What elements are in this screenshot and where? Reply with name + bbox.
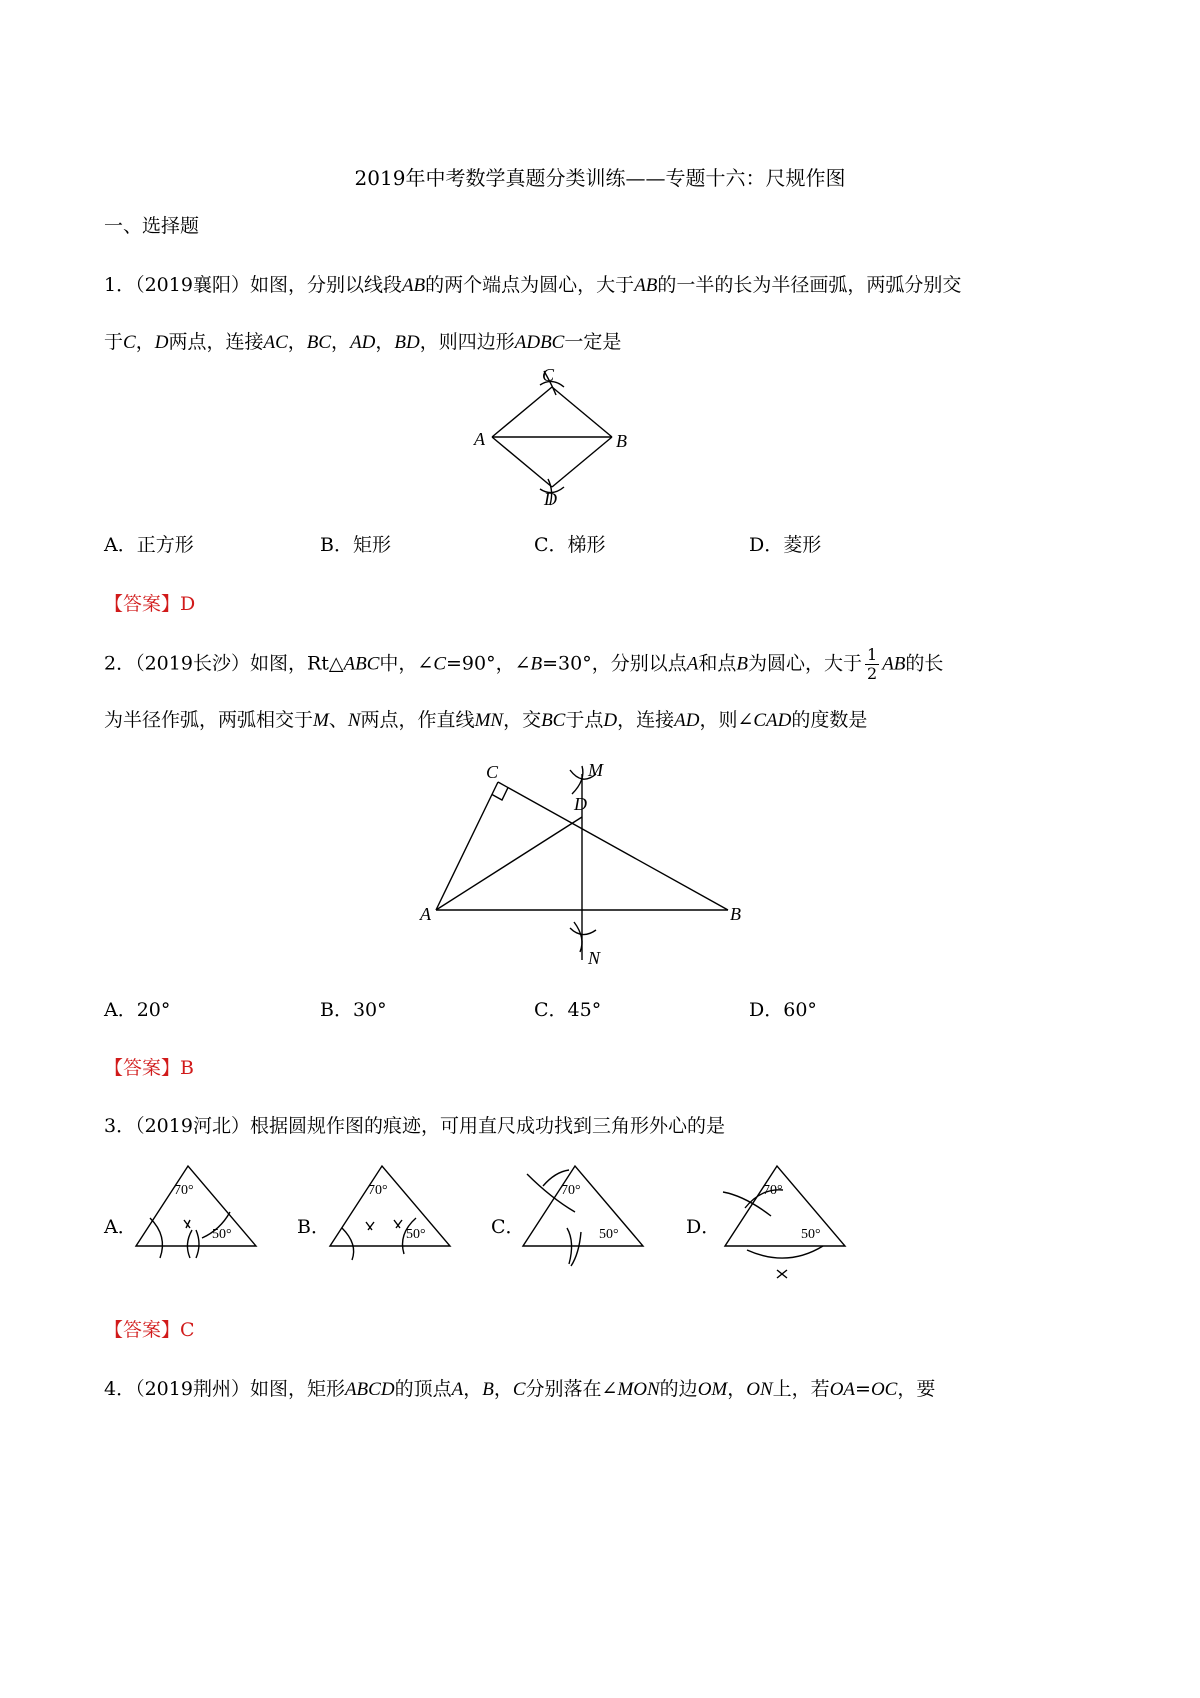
page-title: 2019年中考数学真题分类训练——专题十六：尺规作图 (354, 166, 846, 190)
q3-option-b-label[interactable]: B． (297, 1216, 330, 1238)
q3-c-angle-70: 70° (561, 1183, 581, 1198)
q1-rhombus-figure (470, 365, 650, 515)
q1-label-d: D (544, 489, 557, 509)
q1-answer: 【答案】D (104, 593, 196, 615)
q3-b-angle-50: 50° (406, 1227, 426, 1242)
q1-label-c: C (542, 365, 555, 385)
q3-c-angle-50: 50° (599, 1227, 619, 1242)
q3-option-b-figure[interactable] (322, 1158, 457, 1283)
q3-a-angle-50: 50° (212, 1227, 232, 1242)
q2-arc-n1 (570, 928, 596, 935)
q2-option-d[interactable]: D．60° (749, 999, 817, 1021)
q3-answer: 【答案】C (104, 1319, 195, 1341)
q1-line1: 1．（2019襄阳）如图，分别以线段AB的两个端点为圆心，大于AB的一半的长为半径画弧，两弧分别交 (104, 274, 962, 296)
q2-option-b[interactable]: B．30° (320, 999, 387, 1021)
q2-line2: 为半径作弧，两弧相交于M、N两点，作直线MN，交BC于点D，连接AD，则∠CAD的度数是 (104, 709, 868, 731)
q3-a-angle-70: 70° (174, 1183, 194, 1198)
q1-segment-ac (492, 387, 552, 437)
q4-line1: 4．（2019荆州）如图，矩形ABCD的顶点A，B，C分别落在∠MON的边OM，ON上，若OA=OC，要 (104, 1378, 936, 1400)
q2-label-c: C (486, 762, 499, 782)
q2-label-b: B (730, 904, 741, 924)
q2-answer: 【答案】B (104, 1057, 194, 1079)
q2-label-d: D (574, 794, 587, 814)
q2-segment-cb (498, 782, 728, 910)
section-heading: 一、选择题 (104, 215, 200, 237)
q1-segment-da (492, 437, 552, 487)
q2-label-n: N (588, 948, 601, 968)
q2-arc-n2 (574, 922, 582, 952)
q2-label-m: M (588, 760, 603, 780)
q1-option-c[interactable]: C．梯形 (534, 534, 606, 556)
q1-label-b: B (616, 431, 627, 451)
q1-segment-bd (552, 437, 612, 487)
q2-triangle-figure (410, 760, 790, 980)
q1-line2: 于C，D两点，连接AC，BC，AD，BD，则四边形ADBC一定是 (104, 331, 622, 353)
q1-option-a[interactable]: A．正方形 (104, 534, 194, 556)
q2-arc-m2 (572, 766, 583, 794)
q2-label-a: A (420, 904, 431, 924)
q3-option-c-figure[interactable] (515, 1158, 655, 1283)
q1-option-b[interactable]: B．矩形 (320, 534, 391, 556)
q3-option-c-label[interactable]: C． (491, 1216, 525, 1238)
q1-label-a: A (474, 429, 485, 449)
q3-b-angle-70: 70° (368, 1183, 388, 1198)
q2-line1: 2．（2019长沙）如图，Rt△ABC中，∠C=90°，∠B=30°，分别以点A和点B为圆心，大于 $\frac{1}{2}$ AB的长 (104, 645, 944, 683)
q2-option-c[interactable]: C．45° (534, 999, 602, 1021)
q1-option-d[interactable]: D．菱形 (749, 534, 822, 556)
q3-option-a-label[interactable]: A． (104, 1216, 137, 1238)
q1-segment-cb (552, 387, 612, 437)
q3-line1: 3．（2019河北）根据圆规作图的痕迹，可用直尺成功找到三角形外心的是 (104, 1115, 725, 1137)
q3-option-d-figure[interactable] (717, 1158, 857, 1283)
q3-option-d-label[interactable]: D． (686, 1216, 721, 1238)
q3-option-a-figure[interactable] (128, 1158, 263, 1283)
q2-fraction-half: $\frac{1}{2}$ (867, 645, 878, 683)
q3-d-angle-70: 70° (763, 1183, 783, 1198)
q2-option-a[interactable]: A．20° (104, 999, 171, 1021)
q3-d-angle-50: 50° (801, 1227, 821, 1242)
